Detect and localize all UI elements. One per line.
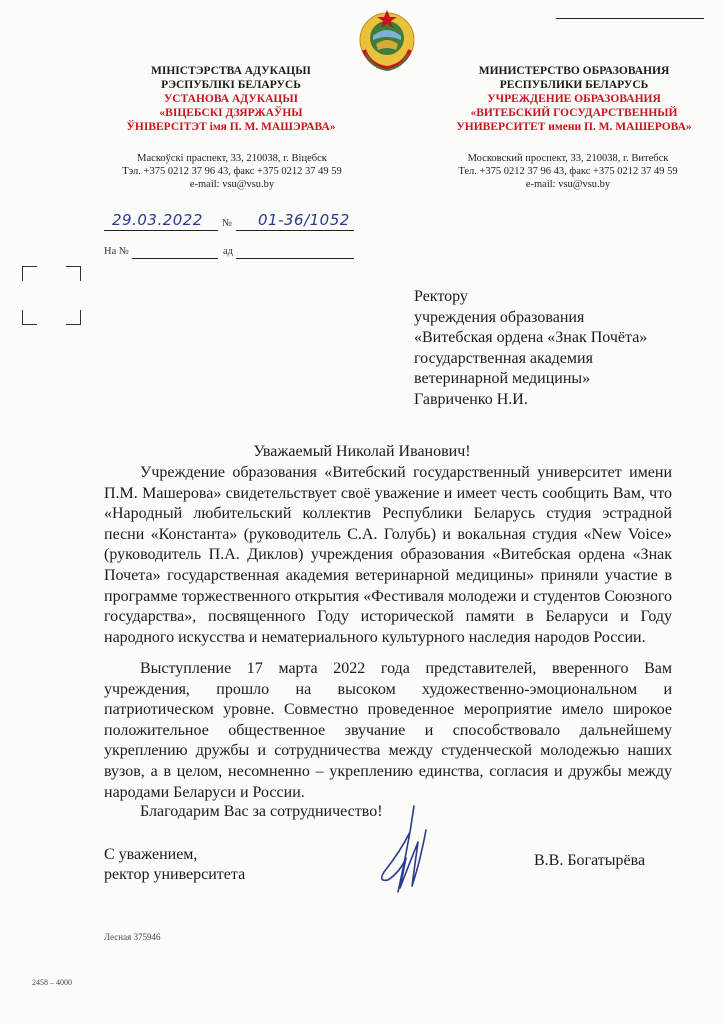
- corner-mark: [66, 310, 81, 325]
- registration-date: 29.03.2022: [112, 211, 203, 229]
- phone-line: Тэл. +375 0212 37 96 43, факс +375 0212 37 49 59: [122, 166, 342, 177]
- form-code: 2458 – 4000: [32, 978, 72, 987]
- institution-line: «ВИТЕБСКИЙ ГОСУДАРСТВЕННЫЙ: [470, 107, 678, 119]
- addressee-line: Ректору: [414, 288, 468, 305]
- ministry-line: МІНІСТЭРСТВА АДУКАЦЫІ: [151, 65, 311, 77]
- print-house-mark: Лесная 375946: [104, 932, 161, 942]
- addressee-line: государственная академия: [414, 349, 593, 367]
- number-label: №: [222, 218, 233, 229]
- corner-mark: [22, 266, 37, 281]
- address-russian: [426, 152, 710, 191]
- addressee-block: [414, 287, 714, 410]
- ministry-line: РЭСПУБЛІКІ БЕЛАРУСЬ: [161, 79, 301, 91]
- corner-mark: [22, 310, 37, 325]
- number-underline: [236, 230, 354, 231]
- closing-line: С уважением,: [104, 846, 198, 863]
- letter-paragraph: Учреждение образования «Витебский государственный университет имени П.М. Машерова» свидетельствует своё уважение и имеет честь сообщить Вам, что «Народный любительский коллектив Республики Беларусь студия эстрадной песни «Константа» (руководитель С.А. Голубь) и вокальная студия «New Voice» (руководитель П.А. Диклов) учреждения образования «Витебская ордена «Знак Почета» государственная академия ветеринарной медицины» приняли участие в программе торжественного открытия «Фестиваля молодежи и студентов Союзного государства», посвященного Году исторической памяти в Беларуси и Году народного искусства и нематериального культурного наследия народов России.: [104, 464, 672, 646]
- registration-number: 01-36/1052: [258, 211, 350, 229]
- addressee-line: Гавриченко Н.И.: [414, 390, 528, 408]
- letter-paragraph: Выступление 17 марта 2022 года представителей, вверенного Вам учреждения, прошло на высоком художественно-эмоциональном и патриотическом уровне. Совместно проведенное мероприятие имело широкое положительное общественное звучание и способствовало дальнейшему укреплению дружбы и сотрудничества между студенческой молодежью наших вузов, а в целом, несомненно – укреплению единства, согласия и дружбы между народами Беларуси и России.: [104, 660, 672, 801]
- phone-line: Тел. +375 0212 37 96 43, факс +375 0212 37 49 59: [458, 166, 678, 177]
- institution-line: УНИВЕРСИТЕТ имени П. М. МАШЕРОВА»: [456, 121, 692, 133]
- salutation: Уважаемый Николай Иванович!: [253, 443, 471, 460]
- header-belarusian: [96, 64, 366, 134]
- ministry-line: РЕСПУБЛИКИ БЕЛАРУСЬ: [499, 79, 649, 91]
- address-belarusian: [100, 152, 364, 191]
- corner-mark: [66, 266, 81, 281]
- institution-line: УСТАНОВА АДУКАЦЫІ: [163, 93, 299, 105]
- date-underline: [104, 230, 218, 231]
- top-rule: [556, 18, 704, 19]
- address-line: Маскоўскі праспект, 33, 210038, г. Віцебск: [137, 153, 327, 164]
- reply-date-underline: [236, 258, 354, 259]
- state-emblem-icon: [356, 6, 418, 72]
- institution-line: УЧРЕЖДЕНИЕ ОБРАЗОВАНИЯ: [487, 93, 661, 105]
- in-reply-label: На №: [104, 246, 129, 257]
- address-line: Московский проспект, 33, 210038, г. Витебск: [467, 153, 669, 164]
- email-line: e-mail: vsu@vsu.by: [525, 179, 611, 190]
- signer-title: ректор университета: [104, 866, 246, 883]
- letter-paragraph: Благодарим Вас за сотрудничество!: [140, 803, 383, 820]
- signer-name: В.В. Богатырёва: [534, 852, 646, 869]
- institution-line: «ВІЦЕБСКІ ДЗЯРЖАЎНЫ: [159, 107, 303, 119]
- ministry-line: МИНИСТЕРСТВО ОБРАЗОВАНИЯ: [478, 65, 670, 77]
- addressee-line: ветеринарной медицины»: [414, 370, 591, 387]
- institution-line: ЎНІВЕРСІТЭТ імя П. М. МАШЭРАВА»: [126, 121, 336, 133]
- addressee-line: учреждения образования: [414, 308, 585, 326]
- reply-number-underline: [132, 258, 218, 259]
- from-label: ад: [223, 246, 234, 257]
- header-russian: [432, 64, 716, 134]
- addressee-line: «Витебская ордена «Знак Почёта»: [414, 329, 648, 346]
- signature-mark: [370, 802, 430, 902]
- closing-block: [104, 845, 245, 885]
- email-line: e-mail: vsu@vsu.by: [189, 179, 275, 190]
